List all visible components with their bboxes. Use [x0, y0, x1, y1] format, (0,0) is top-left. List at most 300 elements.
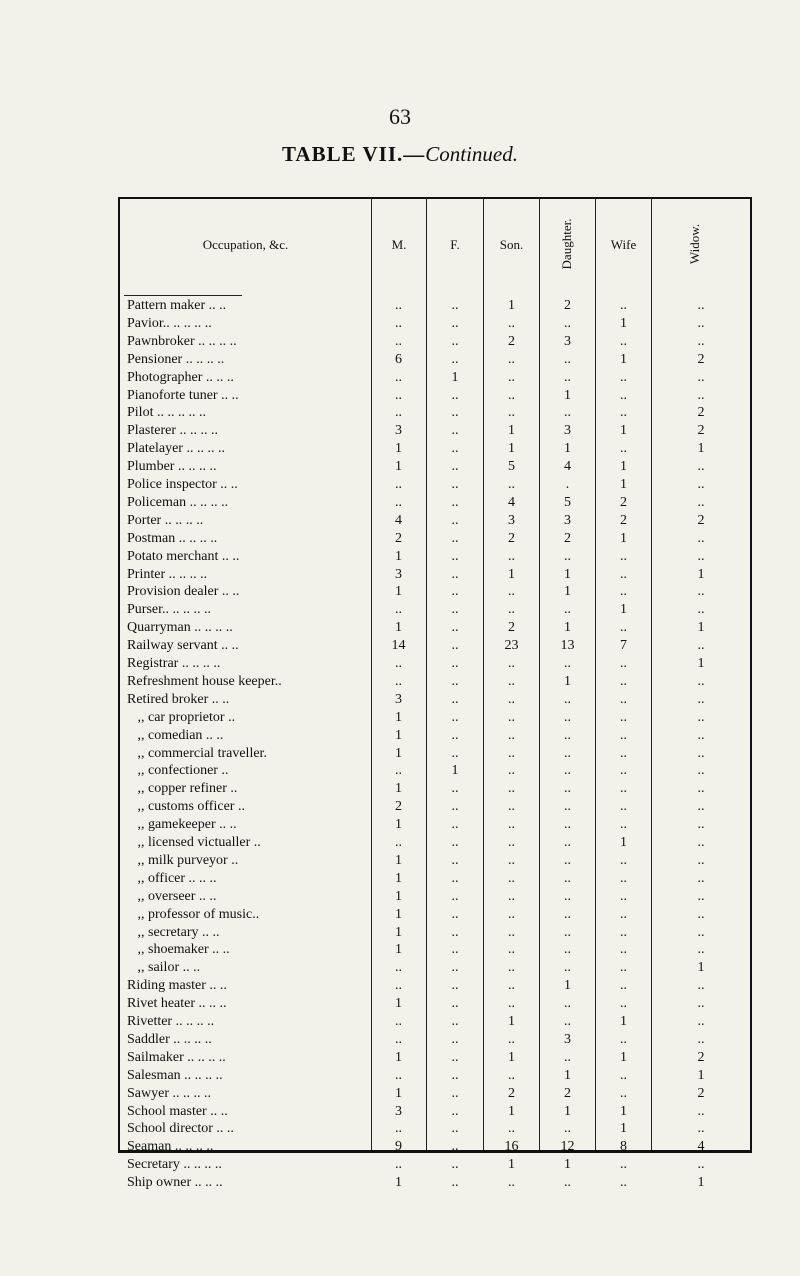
table-row [120, 495, 750, 513]
count-cell-widow: 2 [697, 1049, 705, 1065]
occupation-cell: ,, comedian .. .. [127, 727, 224, 743]
occupation-cell: Ship owner .. .. .. [127, 1175, 223, 1191]
count-cell-f: .. [451, 960, 459, 976]
count-cell-dau: .. [564, 888, 571, 904]
count-cell-widow: .. [697, 781, 705, 797]
count-cell-wife: .. [620, 942, 627, 958]
occupation-cell: Porter .. .. .. .. [127, 512, 204, 528]
count-cell-f: .. [451, 906, 459, 922]
table-row [120, 871, 750, 889]
count-cell-f: .. [451, 799, 459, 815]
table-row [120, 298, 750, 316]
count-cell-widow: .. [697, 477, 705, 492]
count-cell-widow: .. [697, 530, 705, 546]
table-row [120, 441, 750, 459]
occupation-cell: Pattern maker .. .. [127, 298, 227, 313]
count-cell-son: 1 [508, 298, 515, 313]
table-row [120, 423, 750, 441]
occupation-cell: Potato merchant .. .. [127, 548, 240, 564]
table-row [120, 710, 750, 728]
occupation-cell: ,, confectioner .. [127, 763, 229, 779]
count-cell-f: .. [451, 620, 459, 636]
occupation-cell: Seaman .. .. .. .. [127, 1139, 214, 1155]
table-row [120, 531, 750, 549]
count-cell-wife: .. [620, 888, 627, 904]
count-cell-m: .. [395, 1031, 402, 1047]
occupation-cell: Riding master .. .. [127, 978, 227, 994]
count-cell-widow: 4 [697, 1139, 705, 1155]
table-row [120, 978, 750, 996]
count-cell-m: .. [395, 763, 402, 779]
count-cell-dau: 1 [564, 978, 571, 994]
count-cell-m: .. [395, 602, 402, 618]
count-cell-widow: 2 [697, 423, 705, 439]
count-cell-m: 1 [395, 870, 402, 886]
count-cell-f: .. [451, 1049, 459, 1065]
count-cell-wife: .. [620, 656, 627, 671]
count-cell-son: .. [508, 888, 515, 904]
count-cell-wife: .. [620, 566, 627, 582]
count-cell-f: .. [451, 584, 459, 600]
header-widow: Widow. [687, 223, 702, 265]
count-cell-dau: 13 [560, 638, 575, 654]
count-cell-f: 1 [451, 763, 459, 779]
count-cell-son: .. [508, 852, 515, 868]
table-row [120, 853, 750, 871]
count-cell-f: .. [451, 709, 459, 725]
count-cell-f: .. [451, 298, 459, 313]
occupation-cell: Printer .. .. .. .. [127, 566, 208, 582]
count-cell-m: 1 [395, 727, 402, 743]
count-cell-son: .. [508, 1031, 515, 1047]
count-cell-m: .. [395, 656, 402, 671]
occupation-cell: ,, overseer .. .. [127, 888, 217, 904]
occupation-cell: ,, customs officer .. [127, 799, 245, 815]
count-cell-son: .. [508, 405, 515, 421]
table-row [120, 1086, 750, 1104]
count-cell-dau: .. [564, 745, 571, 761]
count-cell-widow: .. [697, 673, 705, 689]
count-cell-wife: .. [620, 548, 627, 564]
count-cell-son: .. [508, 835, 515, 850]
table-row [120, 925, 750, 943]
count-cell-dau: . [565, 477, 570, 492]
table-row [120, 1139, 750, 1157]
count-cell-dau: .. [564, 781, 571, 797]
count-cell-wife: 1 [620, 351, 627, 367]
count-cell-dau: 3 [564, 1031, 571, 1047]
table-row [120, 799, 750, 817]
count-cell-dau: .. [564, 924, 571, 940]
count-cell-dau: 1 [564, 673, 571, 689]
count-cell-m: 2 [395, 530, 402, 546]
occupation-cell: Postman .. .. .. .. [127, 530, 218, 546]
count-cell-son: .. [508, 781, 515, 797]
occupation-cell: Refreshment house keeper.. [127, 673, 282, 689]
page-number: 63 [389, 104, 411, 129]
count-cell-f: .. [451, 1103, 459, 1119]
count-cell-son: 2 [508, 620, 515, 636]
count-cell-son: .. [508, 691, 515, 707]
occupation-cell: Retired broker .. .. [127, 691, 230, 707]
count-cell-m: .. [395, 835, 402, 850]
occupation-cell: Policeman .. .. .. .. [127, 494, 229, 510]
count-cell-widow: .. [697, 978, 705, 994]
count-cell-widow: .. [697, 835, 705, 850]
table-row [120, 638, 750, 656]
count-cell-m: 1 [395, 996, 402, 1012]
count-cell-dau: .. [564, 942, 571, 958]
count-cell-m: .. [395, 315, 402, 331]
count-cell-dau: .. [564, 996, 571, 1012]
count-cell-wife: .. [620, 906, 627, 922]
table-row [120, 1157, 750, 1175]
count-cell-son: .. [508, 709, 515, 725]
table-row [120, 1050, 750, 1068]
count-cell-m: 1 [395, 1085, 402, 1101]
count-cell-dau: 1 [564, 441, 571, 457]
count-cell-wife: .. [620, 584, 627, 600]
table-row [120, 942, 750, 960]
count-cell-f: .. [451, 924, 459, 940]
table-row [120, 370, 750, 388]
table-row [120, 549, 750, 567]
header-m: M. [391, 237, 407, 252]
count-cell-dau: .. [564, 960, 571, 976]
table-row [120, 1121, 750, 1139]
count-cell-f: .. [451, 673, 459, 689]
occupation-cell: Railway servant .. .. [127, 638, 239, 654]
count-cell-f: .. [451, 387, 459, 403]
count-cell-widow: 1 [697, 656, 705, 671]
table-row [120, 352, 750, 370]
count-cell-m: .. [395, 405, 402, 421]
count-cell-dau: 4 [564, 459, 571, 475]
count-cell-widow: 2 [697, 405, 705, 421]
occupation-cell: Pavior.. .. .. .. .. [127, 315, 212, 331]
count-cell-widow: .. [697, 799, 705, 815]
count-cell-son: .. [508, 745, 515, 761]
table-row [120, 334, 750, 352]
table-row [120, 817, 750, 835]
count-cell-wife: .. [620, 1085, 627, 1101]
count-cell-dau: 3 [564, 512, 571, 528]
count-cell-son: 2 [508, 333, 515, 349]
occupation-cell: Rivet heater .. .. .. [127, 996, 227, 1012]
count-cell-f: .. [451, 477, 459, 492]
table-row [120, 1068, 750, 1086]
count-cell-m: .. [395, 673, 402, 689]
count-cell-son: .. [508, 996, 515, 1012]
count-cell-dau: 2 [564, 530, 571, 546]
count-cell-son: 2 [508, 530, 515, 546]
count-cell-f: 1 [451, 369, 459, 385]
occupation-cell: Purser.. .. .. .. .. [127, 602, 211, 618]
count-cell-son: .. [508, 727, 515, 743]
count-cell-dau: .. [564, 799, 571, 815]
occupation-cell: Plasterer .. .. .. .. [127, 423, 218, 439]
count-cell-dau: .. [564, 1175, 571, 1191]
count-cell-widow: .. [697, 1157, 705, 1173]
count-cell-wife: .. [620, 1157, 627, 1173]
count-cell-son: .. [508, 960, 515, 976]
count-cell-widow: 1 [697, 441, 705, 457]
count-cell-wife: .. [620, 441, 627, 457]
count-cell-m: 1 [395, 584, 402, 600]
count-cell-dau: .. [564, 405, 571, 421]
count-cell-dau: .. [564, 709, 571, 725]
occupation-cell: ,, gamekeeper .. .. [127, 817, 237, 833]
count-cell-wife: 1 [620, 1121, 627, 1137]
count-cell-f: .. [451, 494, 459, 510]
count-cell-f: .. [451, 727, 459, 743]
count-cell-son: 3 [508, 512, 515, 528]
table-row [120, 728, 750, 746]
occupation-cell: ,, officer .. .. .. [127, 870, 217, 886]
occupation-cell: ,, commercial traveller. [127, 745, 267, 761]
count-cell-widow: .. [697, 996, 705, 1012]
count-cell-wife: 1 [620, 1103, 627, 1119]
header-wife: Wife [610, 237, 637, 252]
count-cell-son: 5 [508, 459, 515, 475]
occupation-cell: ,, copper refiner .. [127, 781, 238, 797]
count-cell-m: 1 [395, 548, 402, 564]
count-cell-widow: 1 [697, 1175, 705, 1191]
count-cell-widow: .. [697, 727, 705, 743]
count-cell-wife: .. [620, 745, 627, 761]
count-cell-m: 1 [395, 620, 402, 636]
occupation-cell: Registrar .. .. .. .. [127, 656, 221, 671]
count-cell-son: .. [508, 656, 515, 671]
header-occupation: Occupation, &c. [202, 237, 289, 252]
count-cell-f: .. [451, 656, 459, 671]
count-cell-dau: .. [564, 315, 571, 331]
table-row [120, 620, 750, 638]
count-cell-widow: .. [697, 387, 705, 403]
count-cell-dau: 3 [564, 333, 571, 349]
table-row [120, 388, 750, 406]
count-cell-f: .. [451, 315, 459, 331]
count-cell-widow: .. [697, 888, 705, 904]
count-cell-dau: 5 [564, 494, 571, 510]
count-cell-dau: .. [564, 1014, 571, 1029]
count-cell-dau: .. [564, 602, 571, 618]
count-cell-dau: .. [564, 548, 571, 564]
count-cell-wife: .. [620, 709, 627, 725]
occupation-cell: Sailmaker .. .. .. .. [127, 1049, 226, 1065]
count-cell-dau: 1 [564, 584, 571, 600]
count-cell-wife: 1 [620, 835, 627, 850]
count-cell-dau: 1 [564, 620, 571, 636]
count-cell-widow: .. [697, 709, 705, 725]
count-cell-son: 2 [508, 1085, 515, 1101]
count-cell-m: 1 [395, 888, 402, 904]
count-cell-son: .. [508, 1067, 515, 1083]
count-cell-widow: 1 [697, 960, 705, 976]
occupation-cell: Pensioner .. .. .. .. [127, 351, 225, 367]
count-cell-f: .. [451, 351, 459, 367]
count-cell-wife: .. [620, 960, 627, 976]
table-row [120, 567, 750, 585]
count-cell-widow: .. [697, 763, 705, 779]
count-cell-f: .. [451, 638, 459, 654]
count-cell-son: .. [508, 477, 515, 492]
count-cell-dau: .. [564, 1121, 571, 1137]
count-cell-wife: .. [620, 978, 627, 994]
count-cell-m: .. [395, 369, 402, 385]
count-cell-wife: .. [620, 996, 627, 1012]
count-cell-son: .. [508, 315, 515, 331]
count-cell-dau: .. [564, 656, 571, 671]
count-cell-wife: .. [620, 817, 627, 833]
count-cell-son: .. [508, 942, 515, 958]
occupation-cell: Pilot .. .. .. .. .. [127, 405, 206, 421]
count-cell-son: .. [508, 924, 515, 940]
count-cell-wife: 1 [620, 459, 627, 475]
occupation-cell: ,, sailor .. .. [127, 960, 201, 976]
count-cell-m: 1 [395, 924, 402, 940]
count-cell-widow: .. [697, 942, 705, 958]
count-cell-widow: .. [697, 1121, 705, 1137]
occupation-cell: Provision dealer .. .. [127, 584, 240, 600]
count-cell-widow: .. [697, 1031, 705, 1047]
count-cell-f: .. [451, 1014, 459, 1029]
occupation-cell: Salesman .. .. .. .. [127, 1067, 223, 1083]
table-row [120, 1032, 750, 1050]
count-cell-m: 3 [395, 691, 402, 707]
count-cell-widow: .. [697, 1014, 705, 1029]
count-cell-widow: .. [697, 906, 705, 922]
count-cell-wife: .. [620, 298, 627, 313]
count-cell-son: .. [508, 369, 515, 385]
count-cell-son: .. [508, 763, 515, 779]
table-row [120, 513, 750, 531]
count-cell-wife: 1 [620, 1049, 627, 1065]
count-cell-wife: 1 [620, 423, 627, 439]
count-cell-f: .. [451, 1175, 459, 1191]
count-cell-m: 1 [395, 1049, 402, 1065]
count-cell-m: 3 [395, 1103, 402, 1119]
count-cell-m: 3 [395, 566, 402, 582]
count-cell-wife: .. [620, 924, 627, 940]
count-cell-son: 1 [508, 1014, 515, 1029]
count-cell-m: 6 [395, 351, 402, 367]
count-cell-son: .. [508, 584, 515, 600]
table-row [120, 835, 750, 853]
table-row [120, 584, 750, 602]
count-cell-widow: 2 [697, 1085, 705, 1101]
count-cell-wife: .. [620, 673, 627, 689]
table-row [120, 459, 750, 477]
count-cell-dau: .. [564, 870, 571, 886]
count-cell-dau: 1 [564, 1103, 571, 1119]
count-cell-m: .. [395, 477, 402, 492]
count-cell-widow: .. [697, 638, 705, 654]
count-cell-widow: .. [697, 870, 705, 886]
count-cell-m: 1 [395, 441, 402, 457]
count-cell-son: 1 [508, 441, 515, 457]
count-cell-wife: .. [620, 405, 627, 421]
count-cell-wife: .. [620, 799, 627, 815]
count-cell-m: .. [395, 1157, 402, 1173]
table-row [120, 889, 750, 907]
count-cell-wife: 2 [620, 494, 627, 510]
count-cell-f: .. [451, 1031, 459, 1047]
occupation-cell: Saddler .. .. .. .. [127, 1031, 212, 1047]
count-cell-son: .. [508, 817, 515, 833]
count-cell-widow: .. [697, 1103, 705, 1119]
count-cell-m: 1 [395, 817, 402, 833]
count-cell-dau: .. [564, 763, 571, 779]
count-cell-wife: .. [620, 387, 627, 403]
count-cell-widow: 1 [697, 1067, 705, 1083]
count-cell-f: .. [451, 1139, 459, 1155]
count-cell-son: .. [508, 906, 515, 922]
count-cell-f: .. [451, 781, 459, 797]
count-cell-wife: .. [620, 781, 627, 797]
count-cell-son: .. [508, 799, 515, 815]
count-cell-m: 1 [395, 852, 402, 868]
count-cell-f: .. [451, 691, 459, 707]
count-cell-dau: 1 [564, 1067, 571, 1083]
occupation-cell: Plumber .. .. .. .. [127, 459, 217, 475]
count-cell-dau: 1 [564, 387, 571, 403]
count-cell-wife: 1 [620, 530, 627, 546]
header-son: Son. [499, 237, 524, 252]
count-cell-f: .. [451, 333, 459, 349]
table-row [120, 692, 750, 710]
table-title-continued: Continued. [425, 142, 518, 166]
occupation-cell: School master .. .. [127, 1103, 228, 1119]
count-cell-wife: .. [620, 1031, 627, 1047]
count-cell-m: 1 [395, 781, 402, 797]
occupation-cell: Rivetter .. .. .. .. [127, 1014, 215, 1029]
count-cell-wife: .. [620, 691, 627, 707]
count-cell-dau: .. [564, 369, 571, 385]
count-cell-son: .. [508, 548, 515, 564]
count-cell-f: .. [451, 978, 459, 994]
count-cell-wife: .. [620, 763, 627, 779]
occupation-cell: ,, milk purveyor .. [127, 852, 239, 868]
table-row [120, 316, 750, 334]
table-row [120, 1104, 750, 1122]
count-cell-f: .. [451, 459, 459, 475]
count-cell-dau: 3 [564, 423, 571, 439]
count-cell-widow: .. [697, 584, 705, 600]
count-cell-son: 1 [508, 566, 515, 582]
occupation-cell: Police inspector .. .. [127, 477, 238, 492]
count-cell-wife: 1 [620, 477, 627, 492]
count-cell-m: .. [395, 960, 402, 976]
table-title [0, 142, 800, 167]
occupation-cell: Pianoforte tuner .. .. [127, 387, 239, 403]
count-cell-dau: 1 [564, 566, 571, 582]
count-cell-f: .. [451, 566, 459, 582]
table-row [120, 996, 750, 1014]
occupation-cell: ,, shoemaker .. .. [127, 942, 230, 958]
occupation-cell: Platelayer .. .. .. .. [127, 441, 225, 457]
count-cell-f: .. [451, 441, 459, 457]
count-cell-dau: 12 [560, 1139, 575, 1155]
count-cell-son: 1 [508, 1103, 515, 1119]
header-f: F. [450, 237, 460, 252]
count-cell-wife: 1 [620, 602, 627, 618]
count-cell-m: 1 [395, 459, 402, 475]
count-cell-m: 1 [395, 1175, 402, 1191]
count-cell-son: 16 [504, 1139, 519, 1155]
count-cell-son: 1 [508, 1049, 515, 1065]
count-cell-widow: .. [697, 602, 705, 618]
